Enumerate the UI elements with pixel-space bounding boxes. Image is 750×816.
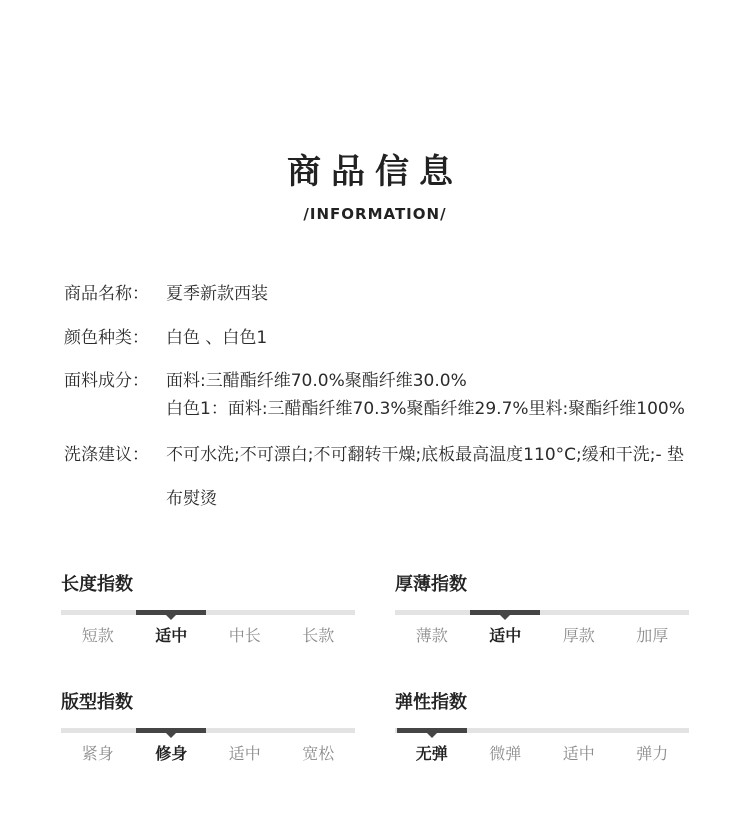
elasticity-index-title: 弹性指数	[395, 692, 467, 713]
thickness-option: 加厚	[636, 626, 669, 645]
thickness-option: 厚款	[562, 626, 595, 645]
elasticity-option: 弹力	[636, 744, 669, 763]
care-value: 不可水洗;不可漂白;不可翻转干燥;底板最高温度110°C;缓和干洗;- 垫布熨烫	[166, 445, 684, 509]
fit-index-title: 版型指数	[61, 692, 133, 713]
fit-option: 修身	[155, 744, 188, 763]
thickness-option: 薄款	[415, 626, 448, 645]
length-option: 长款	[302, 626, 335, 645]
elasticity-index-options	[395, 743, 689, 765]
elasticity-option: 微弹	[489, 744, 522, 763]
thickness-index-title: 厚薄指数	[395, 574, 467, 595]
fit-index-track	[61, 728, 355, 733]
page-title: 商品信息	[287, 152, 463, 192]
fit-option: 宽松	[302, 744, 335, 763]
product-name-value: 夏季新款西装	[166, 284, 268, 304]
elasticity-index-track	[395, 728, 689, 733]
thickness-index-track	[395, 610, 689, 615]
product-name-label: 商品名称：	[64, 284, 149, 304]
length-option: 中长	[228, 626, 261, 645]
material-line-1: 面料:三醋酯纤维70.0%聚酯纤维30.0%	[166, 371, 467, 391]
fit-index-options	[61, 743, 355, 765]
fit-option: 紧身	[81, 744, 114, 763]
page-subtitle: /INFORMATION/	[303, 205, 447, 223]
fit-index-indicator	[136, 728, 206, 733]
material-label: 面料成分：	[64, 371, 149, 391]
fit-option: 适中	[228, 744, 261, 763]
elasticity-option: 无弹	[415, 744, 448, 763]
length-index-track	[61, 610, 355, 615]
care-label: 洗涤建议：	[64, 445, 149, 465]
length-index-title: 长度指数	[61, 574, 133, 595]
length-option: 适中	[155, 626, 188, 645]
length-index-indicator	[136, 610, 206, 615]
length-option: 短款	[81, 626, 114, 645]
length-index-options	[61, 625, 355, 647]
material-line-2: 白色1：面料:三醋酯纤维70.3%聚酯纤维29.7%里料:聚酯纤维100%	[166, 399, 685, 419]
color-value: 白色 、白色1	[166, 328, 268, 348]
thickness-index-indicator	[470, 610, 540, 615]
color-label: 颜色种类：	[64, 328, 149, 348]
elasticity-index-indicator	[397, 728, 467, 733]
thickness-index-options	[395, 625, 689, 647]
elasticity-option: 适中	[562, 744, 595, 763]
thickness-option: 适中	[489, 626, 522, 645]
